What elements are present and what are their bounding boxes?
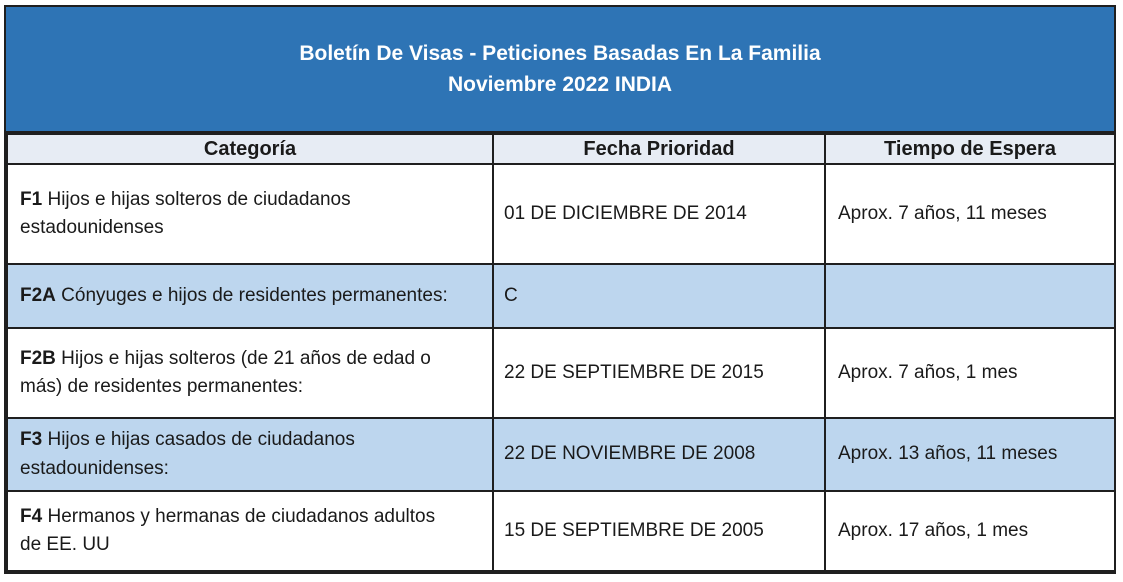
title-band	[6, 7, 1114, 133]
table-row	[7, 264, 1115, 328]
category-description: Hermanos y hermanas de ciudadanos adultos de EE. UU	[20, 505, 436, 555]
column-header-categoria: Categoría	[7, 134, 493, 164]
wait-time-cell: Aprox. 17 años, 1 mes	[825, 491, 1115, 571]
category-code: F1	[20, 188, 43, 210]
table-row	[7, 418, 1115, 491]
category-cell	[7, 491, 493, 571]
category-code: F2A	[20, 284, 56, 306]
bulletin-table	[6, 133, 1116, 572]
priority-date-cell: C	[493, 264, 825, 328]
category-code: F2B	[20, 347, 56, 369]
table-body	[7, 164, 1115, 571]
priority-date-cell: 22 DE SEPTIEMBRE DE 2015	[493, 328, 825, 418]
title-line-2: Noviembre 2022 INDIA	[447, 73, 673, 96]
wait-time-cell: Aprox. 13 años, 11 meses	[825, 418, 1115, 491]
category-description: Cónyuges e hijos de residentes permanentes:	[55, 284, 448, 306]
category-description: Hijos e hijas solteros (de 21 años de edad o más) de residentes permanentes:	[20, 347, 431, 397]
wait-time-cell	[825, 264, 1115, 328]
category-description: Hijos e hijas solteros de ciudadanos estadounidenses	[20, 188, 351, 238]
wait-time-cell: Aprox. 7 años, 11 meses	[825, 164, 1115, 264]
category-cell	[7, 418, 493, 491]
column-header-fecha-prioridad: Fecha Prioridad	[493, 134, 825, 164]
category-description: Hijos e hijas casados de ciudadanos estadounidenses:	[20, 429, 355, 479]
column-header-row	[7, 134, 1115, 164]
priority-date-cell: 22 DE NOVIEMBRE DE 2008	[493, 418, 825, 491]
title-line-1: Boletín De Visas - Peticiones Basadas En La Familia	[299, 41, 821, 65]
priority-date-cell: 01 DE DICIEMBRE DE 2014	[493, 164, 825, 264]
priority-date-cell: 15 DE SEPTIEMBRE DE 2005	[493, 491, 825, 571]
category-cell	[7, 164, 493, 264]
category-code: F3	[20, 429, 43, 450]
table-row	[7, 164, 1115, 264]
category-cell	[7, 328, 493, 418]
table-row	[7, 328, 1115, 418]
table-row	[7, 491, 1115, 571]
category-cell	[7, 264, 493, 328]
wait-time-cell: Aprox. 7 años, 1 mes	[825, 328, 1115, 418]
visa-bulletin	[4, 5, 1116, 574]
category-code: F4	[20, 505, 43, 527]
column-header-tiempo-de-espera: Tiempo de Espera	[825, 134, 1115, 164]
